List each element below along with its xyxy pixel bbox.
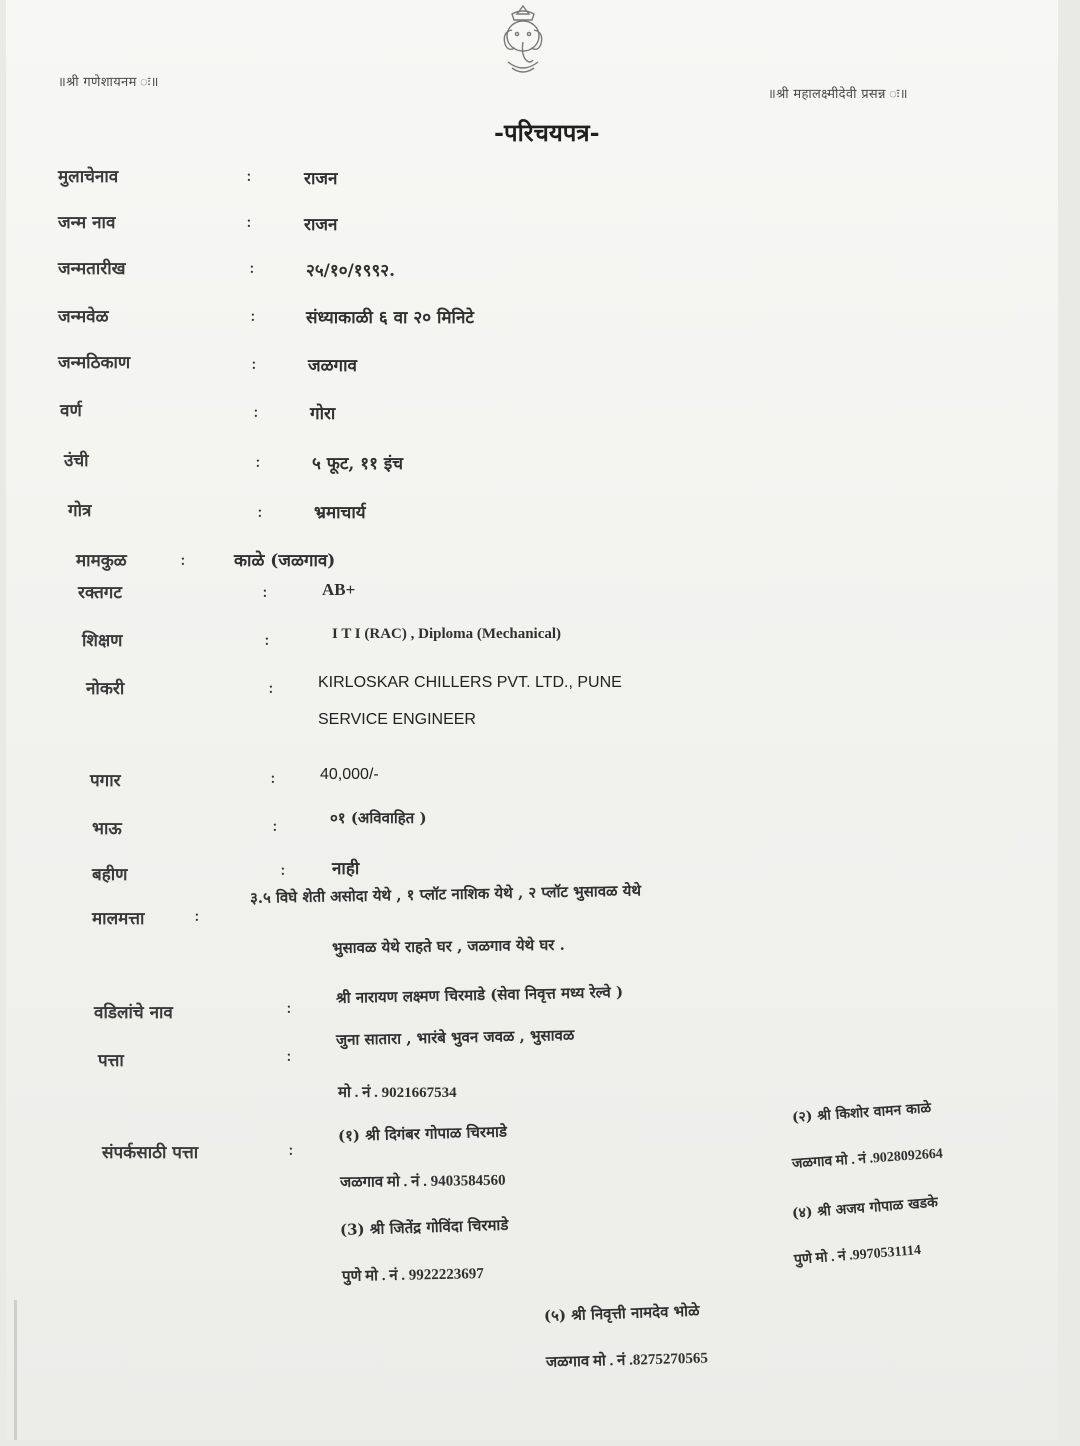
contact-5-phone: जळगाव मो . नं .8275270565 [545,1350,709,1371]
contact-1-phone: जळगाव मो . नं . 9403584560 [339,1172,506,1191]
value-property-land: ३.५ विघे शेती असोदा येथे , १ प्लॉट नाशिक येथे , २ प्लॉट भुसावळ येथे [249,881,642,907]
value-birth-name: राजन [304,215,338,235]
label-birth-place: जन्मठिकाण [58,353,131,373]
colon: : [249,258,255,278]
value-height: ५ फूट, ११ इंच [312,454,404,474]
value-gotra: भ्रमाचार्य [314,503,366,523]
contact-3-name: (3) श्री जितेंद्र गोविंदा चिरमाडे [339,1215,509,1239]
colon: : [251,354,257,374]
value-mamkul: काळे (जळगाव) [234,551,336,571]
paper-fold-shadow [14,1300,17,1440]
colon: : [180,550,186,570]
colon: : [286,1046,292,1066]
label-brother: भाऊ [92,819,122,839]
label-address: पत्ता [98,1051,124,1071]
label-job: नोकरी [86,679,125,699]
left-blessing: ॥श्री गणेशायनम ः॥ [58,75,159,90]
label-boy-name: मुलाचेनाव [58,167,119,187]
colon: : [280,860,286,880]
label-complexion: वर्ण [60,401,82,421]
value-job-company: KIRLOSKAR CHILLERS PVT. LTD., PUNE [318,674,622,691]
right-blessing: ॥श्री महालक्ष्मीदेवी प्रसन्न ः॥ [768,87,908,102]
colon: : [194,906,200,926]
label-birth-name: जन्म नाव [58,213,116,233]
contact-2-name: (२) श्री किशोर वामन काळे [791,1100,932,1126]
value-job-title: SERVICE ENGINEER [318,711,476,728]
label-salary: पगार [90,771,121,791]
label-gotra: गोत्र [68,501,92,521]
value-education: I T I (RAC) , Diploma (Mechanical) [332,626,562,642]
contact-2-phone: जळगाव मो . नं .9028092664 [791,1146,944,1172]
value-father-name: श्री नारायण लक्ष्मण चिरमाडे (सेवा निवृत्त मध्य रेल्वे ) [335,982,624,1007]
colon: : [253,402,259,422]
colon: : [257,502,263,522]
label-father-name: वडिलांचे नाव [94,1003,173,1023]
value-birth-time: संध्याकाळी ६ वा २० मिनिटे [306,308,474,328]
ganesha-emblem-icon [488,2,558,78]
colon: : [272,816,278,836]
colon: : [250,306,256,326]
contact-3-phone: पुणे मो . नं . 9922223697 [341,1266,484,1285]
value-birth-date: २५/१०/१९९२. [306,261,396,281]
colon: : [268,678,274,698]
label-birth-time: जन्मवेळ [58,307,109,327]
value-blood-group: AB+ [322,580,356,599]
colon: : [286,998,292,1018]
label-property: मालमत्ता [92,909,145,929]
value-complexion: गोरा [310,404,336,424]
contact-4-phone: पुणे मो . नं .9970531114 [793,1243,922,1268]
label-blood-group: रक्तगट [78,583,122,603]
label-education: शिक्षण [82,631,123,651]
document-title: -परिचयपत्र- [494,118,600,147]
value-salary: 40,000/- [320,766,379,783]
colon: : [246,212,252,232]
colon: : [270,768,276,788]
colon: : [255,452,261,472]
colon: : [264,630,270,650]
contact-4-name: (४) श्री अजय गोपाळ खडके [791,1194,939,1222]
contact-5-name: (५) श्री निवृत्ती नामदेव भोळे [543,1301,700,1325]
value-address: जुना सातारा , भारंबे भुवन जवळ , भुसावळ [335,1026,575,1049]
colon: : [262,582,268,602]
label-birth-date: जन्मतारीख [58,259,126,279]
label-contacts: संपर्कसाठी पत्ता [102,1143,199,1163]
value-sister: नाही [332,859,360,879]
value-boy-name: राजन [304,169,338,189]
value-birth-place: जळगाव [308,356,357,376]
contact-1-name: (१) श्री दिगंबर गोपाळ चिरमाडे [337,1122,508,1145]
biodata-page [6,0,1058,1440]
colon: : [246,166,252,186]
value-brother: ०१ (अविवाहित ) [330,809,427,827]
label-mamkul: मामकुळ [76,551,127,571]
value-property-house: भुसावळ येथे राहते घर , जळगाव येथे घर . [331,935,565,957]
label-height: उंची [64,451,89,471]
colon: : [288,1140,294,1160]
label-sister: बहीण [92,865,128,885]
value-address-phone: मो . नं . 9021667534 [338,1085,457,1101]
